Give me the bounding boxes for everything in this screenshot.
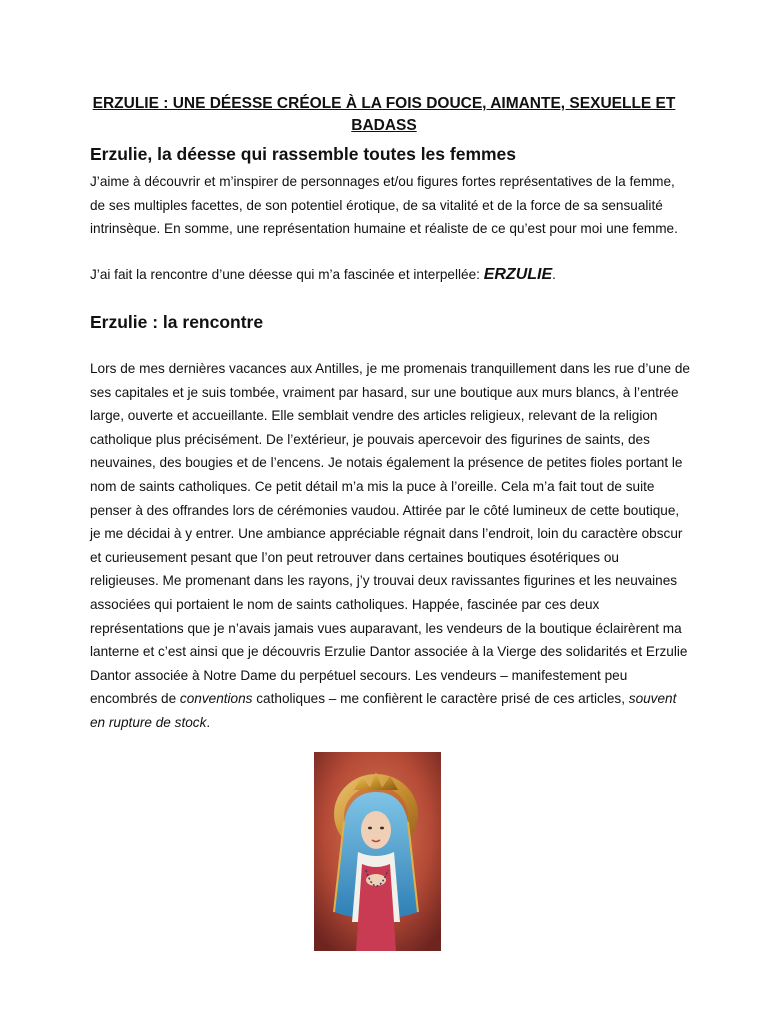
story-paragraph [90,357,690,735]
document-title: ERZULIE : UNE DÉESSE CRÉOLE À LA FOIS DOUCE, AIMANTE, SEXUELLE ET BADASS [92,95,676,134]
story-text-3: . [206,714,211,730]
encounter-text: J’ai fait la rencontre d’une déesse qui m’a fascinée et interpellée: [90,267,484,282]
story-text-2: catholiques – me confièrent le caractère prisé de ces articles, [252,691,629,707]
story-text-1: Lors de mes dernières vacances aux Antilles, je me promenais tranquillement dans les rue d’une de ses capitales et je suis tombée, vraiment par hasard, sur une boutique aux murs blancs, à l’entrée large, ouverte et accueillante. Elle semblait vendre des articles religieux, relevant de la religion catholique plus précisément. De l’extérieur, je pouvais apercevoir des figurines de saints, des neuvaines, des bougies et de l’encens. Je notais également la présence de petites fioles portant le nom de saints catholiques. Ce petit détail m’a mis la puce à l’oreille. Cela m’a fait tout de suite penser à des offrandes lors de cérémonies vaudou. Attirée par le côté lumineux de cette boutique, je me décidai à y entrer. Une ambiance appréciable régnait dans l’endroit, loin du caractère obscur et curieusement pesant que l’on peut retrouver dans certaines boutiques ésotériques ou religieuses. Me promenant dans les rayons, j’y trouvai deux ravissantes figurines et les neuvaines associées qui portaient le nom de saints catholiques. Happée, fascinée par ces deux représentations que je n’avais jamais vues auparavant, les vendeurs de la boutique éclairèrent ma lanterne et c’est ainsi que je découvris Erzulie Dantor associée à la Vierge des solidarités et Erzulie Dantor associée à Notre Dame du perpétuel secours. Les vendeurs – manifestement peu encombrés de [90,361,690,707]
erzulie-emphasis: ERZULIE [483,266,553,283]
encounter-sentence [90,263,690,287]
story-italic-stock: souvent en rupture de stock [90,691,677,730]
story-italic-conventions: conventions [179,691,253,707]
encounter-period: . [552,267,556,282]
section-heading-women: Erzulie, la déesse qui rassemble toutes les femmes [90,144,517,164]
intro-paragraph: J’aime à découvrir et m’inspirer de personnages et/ou figures fortes représentatives de la femme, de ses multiples facettes, de son potentiel érotique, de sa vitalité et de la force de sa sensualité intrinsèque. En somme, une représentation humaine et réaliste de ce qu’est pour moi une femme. [90,174,678,237]
virgin-statue-photo [314,752,441,951]
section-heading-encounter: Erzulie : la rencontre [90,312,264,332]
